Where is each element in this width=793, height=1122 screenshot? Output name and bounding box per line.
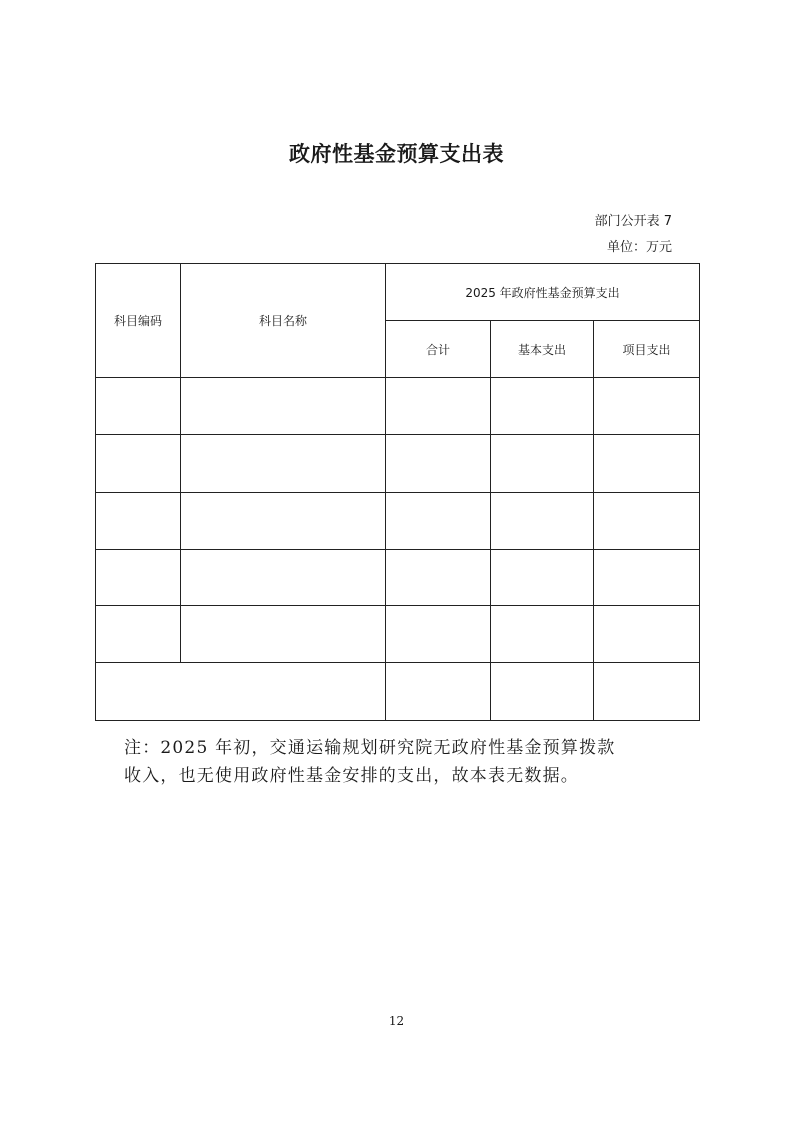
cell-code	[96, 606, 181, 663]
cell-sum-project	[594, 663, 700, 721]
header-project-expenditure: 项目支出	[594, 321, 700, 378]
header-subject-name: 科目名称	[181, 264, 386, 378]
header-subject-code: 科目编码	[96, 264, 181, 378]
footnote	[124, 734, 684, 790]
cell-name	[181, 493, 386, 550]
cell-name	[181, 550, 386, 606]
page-title: 政府性基金预算支出表	[289, 142, 504, 166]
table-row	[96, 378, 700, 435]
cell-project	[594, 378, 700, 435]
cell-name	[181, 435, 386, 493]
cell-basic	[491, 550, 594, 606]
cell-total	[386, 378, 491, 435]
cell-code	[96, 493, 181, 550]
cell-basic	[491, 606, 594, 663]
cell-basic	[491, 378, 594, 435]
budget-table	[95, 263, 700, 721]
unit-label: 单位：万元	[606, 240, 672, 255]
cell-code	[96, 550, 181, 606]
page-number: 12	[388, 1014, 405, 1028]
cell-total	[386, 493, 491, 550]
cell-project	[594, 435, 700, 493]
cell-sum-label	[96, 663, 386, 721]
cell-code	[96, 435, 181, 493]
cell-name	[181, 378, 386, 435]
cell-project	[594, 550, 700, 606]
header-basic-expenditure: 基本支出	[491, 321, 594, 378]
header-total: 合计	[386, 321, 491, 378]
cell-basic	[491, 493, 594, 550]
cell-project	[594, 606, 700, 663]
table-number: 部门公开表 7	[594, 214, 672, 229]
cell-total	[386, 550, 491, 606]
cell-total	[386, 606, 491, 663]
cell-basic	[491, 435, 594, 493]
footnote-line-1: 注：2025 年初，交通运输规划研究院无政府性基金预算拨款	[124, 738, 616, 758]
table-row	[96, 550, 700, 606]
cell-sum-basic	[491, 663, 594, 721]
table-row	[96, 435, 700, 493]
cell-name	[181, 606, 386, 663]
cell-code	[96, 378, 181, 435]
table-sum-row	[96, 663, 700, 721]
cell-total	[386, 435, 491, 493]
cell-sum-total	[386, 663, 491, 721]
footnote-line-2: 收入，也无使用政府性基金安排的支出，故本表无数据。	[124, 766, 579, 786]
header-fund-expenditure-group: 2025 年政府性基金预算支出	[386, 264, 700, 321]
cell-project	[594, 493, 700, 550]
table-row	[96, 493, 700, 550]
table-row	[96, 606, 700, 663]
